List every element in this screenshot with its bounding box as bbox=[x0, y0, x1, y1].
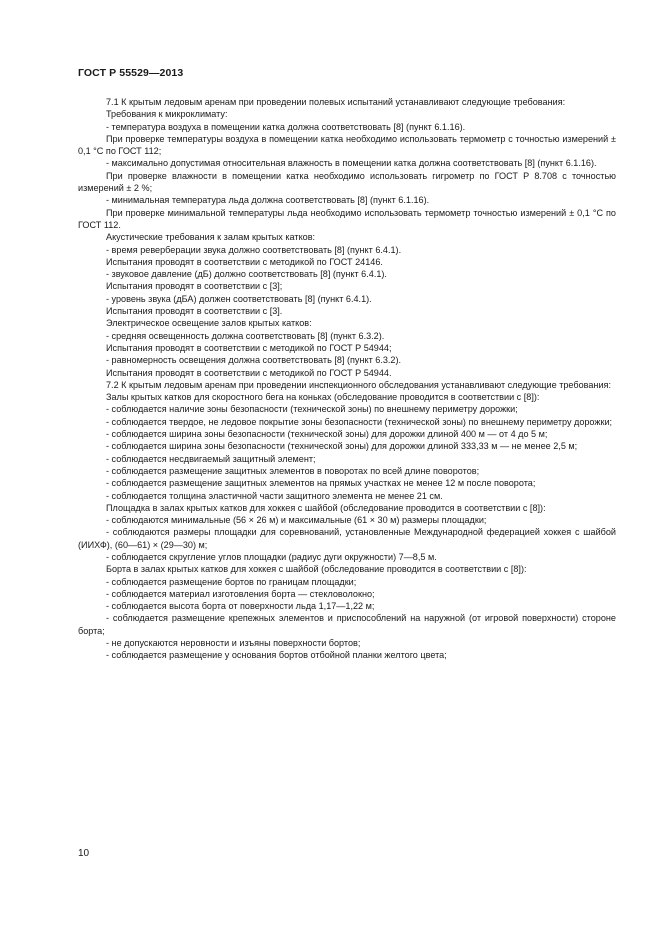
list-item: - уровень звука (дБА) должен соответствовать [8] (пункт 6.4.1). bbox=[106, 293, 372, 304]
list-item: - соблюдается ширина зоны безопасности (технической зоны) для дорожки длиной 400 м — от 4 до 5 м; bbox=[106, 429, 548, 440]
list-item: - соблюдается толщина эластичной части защитного элемента не менее 21 см. bbox=[106, 490, 443, 501]
list-item: - температура воздуха в помещении катка должна соответствовать [8] (пункт 6.1.16). bbox=[106, 121, 466, 132]
list-item: - соблюдаются размеры площадки для соревнований, установленные Международной федерацией хоккея с шайбой (ИИХФ), (60—61) × (29—30) м; bbox=[78, 527, 616, 550]
list-item: - соблюдается скругление углов площадки (радиус дуги окружности) 7—8,5 м. bbox=[106, 551, 437, 562]
paragraph: Залы крытых катков для скоростного бега на коньках (обследование проводится в соответствии с [8]): bbox=[106, 392, 540, 403]
list-item: - соблюдается высота борта от поверхности льда 1,17—1,22 м; bbox=[106, 601, 375, 612]
paragraph: Акустические требования к залам крытых катков: bbox=[106, 232, 316, 243]
paragraph: Требования к микроклимату: bbox=[106, 109, 228, 120]
document-header: ГОСТ Р 55529—2013 bbox=[78, 67, 184, 79]
paragraph: Испытания проводят в соответствии с методикой по ГОСТ Р 54944. bbox=[106, 367, 392, 378]
list-item: - равномерность освещения должна соответствовать [8] (пункт 6.3.2). bbox=[106, 355, 402, 366]
list-item: - максимально допустимая относительная влажность в помещении катка должна соответствовать [8] (пункт 6.1.16). bbox=[106, 158, 597, 169]
paragraph: 7.1 К крытым ледовым аренам при проведении полевых испытаний устанавливают следующие требования: bbox=[106, 97, 566, 107]
paragraph: Электрическое освещение залов крытых катков: bbox=[106, 318, 312, 329]
page-number: 10 bbox=[78, 848, 90, 859]
list-item: - соблюдается материал изготовления борта — стекловолокно; bbox=[106, 588, 375, 599]
paragraph: Площадка в залах крытых катков для хоккея с шайбой (обследование проводится в соответствии с [8]): bbox=[106, 502, 546, 513]
list-item: - соблюдаются минимальные (56 × 26 м) и максимальные (61 × 30 м) размеры площадки; bbox=[106, 515, 487, 526]
paragraph: При проверке минимальной температуры льда необходимо использовать термометр точностью измерений ± 0,1 °С по ГОСТ 112. bbox=[78, 207, 616, 230]
list-item: - соблюдается твердое, не ледовое покрытие зоны безопасности (технической зоны) по внешнему периметру дорожки; bbox=[106, 416, 613, 427]
list-item: - соблюдается размещение у основания бортов отбойной планки желтого цвета; bbox=[106, 650, 447, 661]
list-item: - звуковое давление (дБ) должно соответствовать [8] (пункт 6.4.1). bbox=[106, 269, 387, 280]
paragraph: При проверке температуры воздуха в помещении катка необходимо использовать термометр с точностью измерений ± 0,1 °С по ГОСТ 112; bbox=[78, 133, 616, 157]
list-item: - средняя освещенность должна соответствовать [8] (пункт 6.3.2). bbox=[106, 330, 385, 341]
list-item: - соблюдается несдвигаемый защитный элемент; bbox=[106, 453, 316, 464]
list-item: - соблюдается размещение крепежных элементов и приспособлений на наружной (от игровой поверхности) стороне борта; bbox=[78, 613, 616, 636]
paragraph: 7.2 К крытым ледовым аренам при проведении инспекционного обследования устанавливают следующие требования: bbox=[106, 379, 611, 390]
paragraph: Испытания проводят в соответствии с [3]. bbox=[106, 306, 283, 317]
list-item: - соблюдается ширина зоны безопасности (технической зоны) для дорожки длиной 333,33 м — не менее 2,5 м; bbox=[106, 441, 578, 452]
paragraph: Испытания проводят в соответствии с методикой по ГОСТ 24146. bbox=[106, 256, 383, 267]
list-item: - не допускаются неровности и изъяны поверхности бортов; bbox=[106, 638, 361, 649]
list-item: - соблюдается размещение бортов по границам площадки; bbox=[106, 576, 357, 587]
paragraph: Испытания проводят в соответствии с [3]; bbox=[106, 281, 283, 292]
paragraph: Борта в залах крытых катков для хоккея с шайбой (обследование проводится в соответствии с [8]): bbox=[106, 564, 527, 575]
list-item: - минимальная температура льда должна соответствовать [8] (пункт 6.1.16). bbox=[106, 195, 430, 206]
paragraph: Испытания проводят в соответствии с методикой по ГОСТ Р 54944; bbox=[106, 342, 392, 353]
list-item: - соблюдается размещение защитных элементов в поворотах по всей длине поворотов; bbox=[106, 465, 480, 476]
list-item: - соблюдается размещение защитных элементов на прямых участках не менее 12 м после поворота; bbox=[106, 478, 536, 489]
list-item: - соблюдается наличие зоны безопасности (технической зоны) по внешнему периметру дорожки; bbox=[106, 404, 518, 415]
document-body bbox=[78, 96, 616, 662]
paragraph: При проверке влажности в помещении катка необходимо использовать гигрометр по ГОСТ Р 8.708 с точностью измерений ± 2 %; bbox=[78, 170, 616, 194]
list-item: - время реверберации звука должно соответствовать [8] (пункт 6.4.1). bbox=[106, 244, 402, 255]
